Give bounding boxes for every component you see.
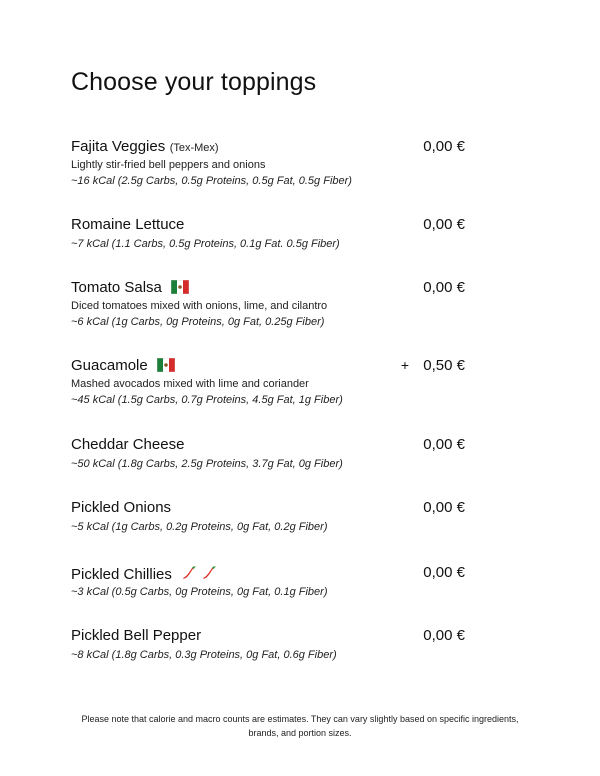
mexico-flag-icon (157, 358, 175, 377)
topping-price: 0,00 € (423, 216, 465, 233)
topping-macros: ~6 kCal (1g Carbs, 0g Proteins, 0g Fat, 0.25g Fiber) (71, 316, 325, 328)
topping-macros: ~45 kCal (1.5g Carbs, 0.7g Proteins, 4.5g Fat, 1g Fiber) (71, 394, 343, 406)
topping-item-pickled-onions[interactable] (71, 499, 471, 535)
topping-price: 0,00 € (423, 627, 465, 644)
topping-item-pickled-bell-pepper[interactable] (71, 627, 471, 663)
topping-name: Cheddar Cheese (71, 436, 185, 453)
topping-item-cheddar-cheese[interactable] (71, 436, 471, 472)
topping-description: Lightly stir-fried bell peppers and onions (71, 159, 266, 171)
topping-item-tomato-salsa[interactable] (71, 279, 471, 330)
topping-price: 0,00 € (423, 564, 465, 581)
topping-description: Diced tomatoes mixed with onions, lime, and cilantro (71, 300, 328, 312)
topping-name: Pickled Bell Pepper (71, 627, 202, 644)
chilli-pepper-icon (181, 564, 199, 587)
topping-macros: ~16 kCal (2.5g Carbs, 0.5g Proteins, 0.5g Fat, 0.5g Fiber) (71, 175, 352, 187)
topping-macros: ~3 kCal (0.5g Carbs, 0g Proteins, 0g Fat, 0.1g Fiber) (71, 586, 328, 598)
topping-macros: ~5 kCal (1g Carbs, 0.2g Proteins, 0g Fat, 0.2g Fiber) (71, 521, 328, 533)
topping-name: Guacamole (71, 357, 148, 374)
topping-name: Fajita Veggies (71, 138, 166, 155)
topping-macros: ~7 kCal (1.1 Carbs, 0.5g Proteins, 0.1g Fat. 0.5g Fiber) (71, 238, 340, 250)
topping-item-fajita-veggies[interactable] (71, 138, 471, 189)
topping-price: 0,00 € (423, 138, 465, 155)
topping-macros: ~8 kCal (1.8g Carbs, 0.3g Proteins, 0g Fat, 0.6g Fiber) (71, 649, 337, 661)
topping-name: Romaine Lettuce (71, 216, 185, 233)
topping-price: 0,00 € (423, 279, 465, 296)
topping-price: 0,00 € (423, 499, 465, 516)
topping-description: Mashed avocados mixed with lime and coriander (71, 378, 309, 390)
topping-name: Pickled Chillies (71, 566, 172, 583)
topping-price: 0,50 € (423, 357, 465, 374)
mexico-flag-icon (171, 280, 189, 299)
topping-price: 0,00 € (423, 436, 465, 453)
chilli-pepper-icon (201, 564, 219, 587)
topping-item-pickled-chillies[interactable] (71, 564, 471, 600)
topping-macros: ~50 kCal (1.8g Carbs, 2.5g Proteins, 3.7g Fat, 0g Fiber) (71, 458, 343, 470)
disclaimer-footnote: Please note that calorie and macro counts are estimates. They can vary slightly based on specific ingredients, brands, and portion sizes. (81, 714, 519, 738)
page-title: Choose your toppings (71, 68, 317, 96)
price-plus-sign: + (400, 357, 409, 373)
topping-qualifier: (Tex-Mex) (169, 142, 219, 154)
topping-item-romaine-lettuce[interactable] (71, 216, 471, 252)
topping-name: Tomato Salsa (71, 279, 162, 296)
topping-name: Pickled Onions (71, 499, 172, 516)
topping-item-guacamole[interactable] (71, 357, 471, 408)
